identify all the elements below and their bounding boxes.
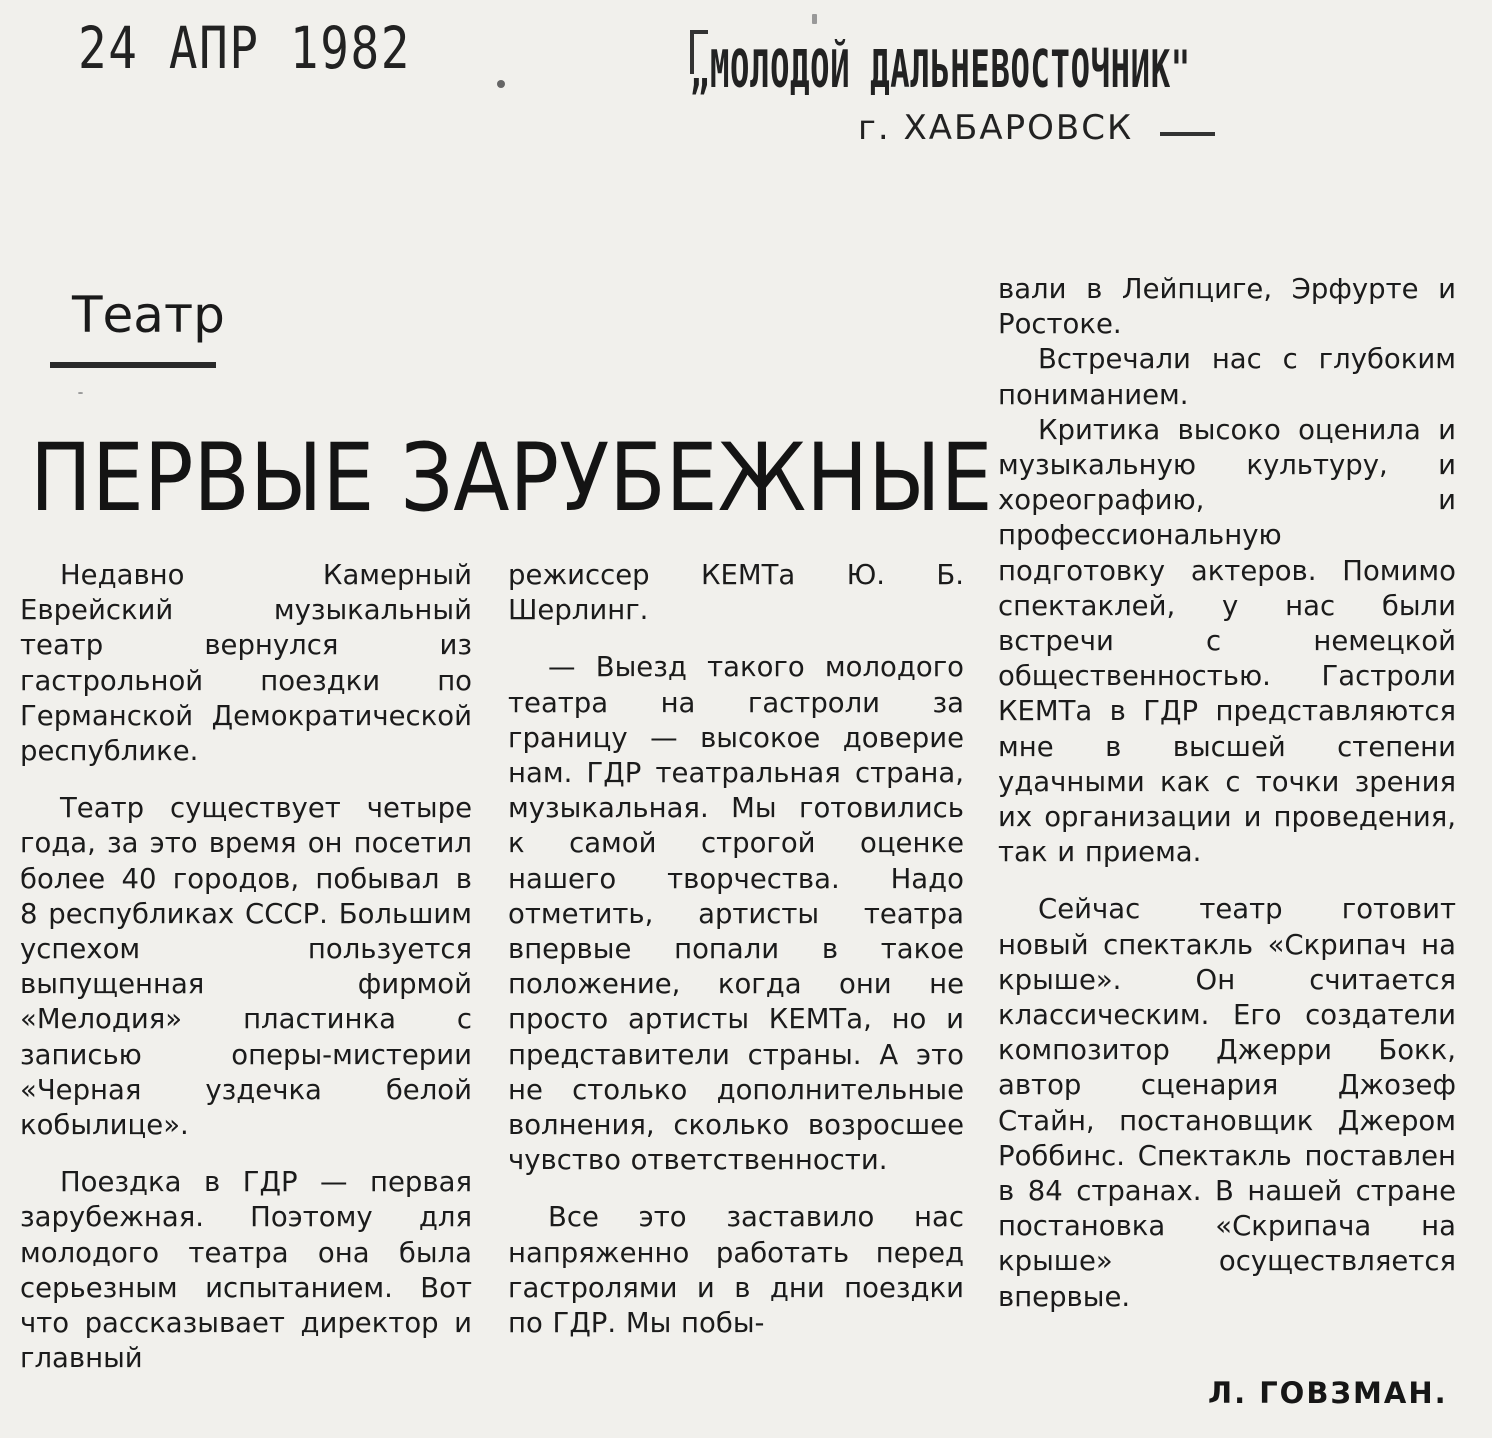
- ink-dot: [497, 80, 505, 88]
- rubric-underline: [50, 362, 216, 368]
- paragraph: Все это заставило нас напряженно работать перед гастролями и в дни поездки по ГДР. Мы побы-: [508, 1201, 964, 1340]
- paragraph: Встречали нас с глубоким пониманием.: [998, 343, 1456, 411]
- paragraph: режиссер КЕМТа Ю. Б. Шерлинг.: [508, 559, 964, 627]
- paragraph: Поездка в ГДР — первая зарубежная. Поэтому для молодого театра она была серьезным испытанием. Вот что рассказывает директор и главный: [20, 1166, 472, 1375]
- date-stamp: 24 АПР 1982: [78, 14, 412, 82]
- paragraph: Недавно Камерный Еврейский музыкальный театр вернулся из гастрольной поездки по Германской Демократической республике.: [20, 559, 472, 768]
- article-column-1: [20, 558, 472, 1376]
- print-speck: [78, 392, 83, 394]
- article-headline: ПЕРВЫЕ ЗАРУБЕЖНЫЕ: [30, 424, 993, 533]
- newspaper-name-stamp: „МОЛОДОЙ ДАЛЬНЕВОСТОЧНИК": [690, 40, 1191, 100]
- paragraph: Сейчас театр готовит новый спектакль «Скрипач на крыше». Он считается классическим. Его создатели композитор Джерри Бокк, автор сценария Джозеф Стайн, постановщик Джером Роббинс. Спектакль поставлен в 84 странах. В нашей стране постановка «Скрипача на крыше» осуществляется впервые.: [998, 893, 1456, 1313]
- paragraph: — Выезд такого молодого театра на гастроли за границу — высокое доверие нам. ГДР театральная страна, музыкальная. Мы готовились к самой строгой оценке нашего творчества. Надо отметить, артисты театра впервые попали в такое положение, когда они не просто артисты КЕМТа, но и представители страны. А это не столько дополнительные волнения, сколько возросшее чувство ответственности.: [508, 651, 964, 1177]
- stamp-underline: [1160, 132, 1215, 136]
- city-stamp: г. ХАБАРОВСК: [858, 108, 1134, 148]
- article-column-3: [998, 272, 1456, 1315]
- paragraph: Театр существует четыре года, за это время он посетил более 40 городов, побывал в 8 республиках СССР. Большим успехом пользуется выпущенная фирмой «Мелодия» пластинка с записью оперы-мистерии «Черная уздечка белой кобылице».: [20, 792, 472, 1142]
- author-signature: Л. ГОВЗМАН.: [1208, 1376, 1448, 1410]
- paragraph: Критика высоко оценила и музыкальную культуру, и хореографию, и профессиональную подготовку актеров. Помимо спектаклей, у нас были встречи с немецкой общественностью. Гастроли КЕМТа в ГДР представляются мне в высшей степени удачными как с точки зрения их организации и проведения, так и приема.: [998, 413, 1456, 869]
- section-rubric: Театр: [72, 286, 225, 344]
- print-speck: [812, 14, 817, 24]
- article-column-2: [508, 558, 964, 1341]
- paragraph: вали в Лейпциге, Эрфурте и Ростоке.: [998, 273, 1456, 341]
